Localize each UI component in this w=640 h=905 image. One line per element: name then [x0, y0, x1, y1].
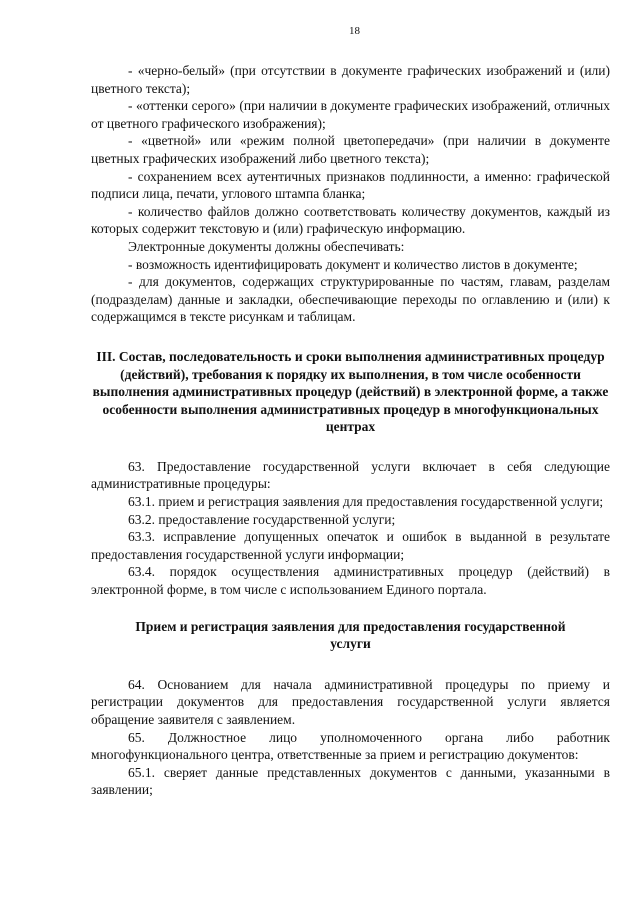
paragraph-authenticity: - сохранением всех аутентичных признаков подлинности, а именно: графической подписи лица, печати, углового штампа бланка;	[91, 168, 610, 202]
paragraph-color-mode: - «цветной» или «режим полной цветопередачи» (при наличии в документе цветных графических изображений либо цветного текста);	[91, 133, 610, 166]
spacer	[91, 599, 610, 618]
paragraph-bw-mode: - «черно-белый» (при отсутствии в документе графических изображений и (или) цветного текста);	[91, 63, 610, 96]
spacer	[91, 436, 610, 458]
paragraph-63-1: 63.1. прием и регистрация заявления для предоставления государственной услуги;	[128, 494, 604, 510]
paragraph-electronic-docs: Электронные документы должны обеспечивать:	[128, 238, 405, 254]
paragraph-identify-document: - возможность идентифицировать документ и количество листов в документе;	[128, 256, 578, 272]
spacer	[91, 653, 610, 676]
paragraph-64: 64. Основанием для начала административной процедуры по приему и регистрации документов для предоставления государственной услуги является обращение заявителя с заявлением.	[91, 676, 610, 727]
paragraph-63-3: 63.3. исправление допущенных опечаток и ошибок в выданной в результате предоставления государственной услуги информации;	[91, 529, 610, 562]
paragraph-file-count: - количество файлов должно соответствовать количеству документов, каждый из которых содержит текстовую и (или) графическую информацию.	[91, 203, 610, 237]
scan-mode-list	[91, 62, 610, 326]
paragraph-65: 65. Должностное лицо уполномоченного органа либо работник многофункционального центра, ответственные за прием и регистрацию документов:	[91, 729, 610, 763]
paragraph-63-4: 63.4. порядок осуществления административных процедур (действий) в электронной форме, в том числе с использованием Единого портала.	[91, 564, 610, 598]
paragraph-63-2: 63.2. предоставление государственной услуги;	[128, 511, 396, 527]
page-number: 18	[349, 25, 360, 37]
section-heading: III. Состав, последовательность и сроки выполнения административных процедур (действий), требования к порядку их выполнения, в том числе особенности выполнения административных процедур (действий) в электронной форме, а также особенности выполнения административных процедур в многофункциональных центрах	[92, 348, 609, 435]
spacer	[91, 326, 610, 348]
paragraph-63: 63. Предоставление государственной услуги включает в себя следующие административные процедуры:	[91, 458, 610, 492]
paragraph-structured-docs: - для документов, содержащих структурированные по частям, главам, разделам (подразделам) данные и закладки, обеспечивающие переходы по оглавлению и (или) к содержащимся в тексте рисункам и таблицам.	[91, 274, 610, 325]
sub-heading: Прием и регистрация заявления для предоставления государственной услуги	[135, 618, 566, 652]
registration-list	[91, 676, 610, 799]
procedures-list	[91, 458, 610, 599]
paragraph-65-1: 65.1. сверяет данные представленных документов с данными, указанными в заявлении;	[91, 764, 610, 798]
paragraph-grayscale-mode: - «оттенки серого» (при наличии в документе графических изображений, отличных от цветного графического изображения);	[91, 98, 610, 131]
